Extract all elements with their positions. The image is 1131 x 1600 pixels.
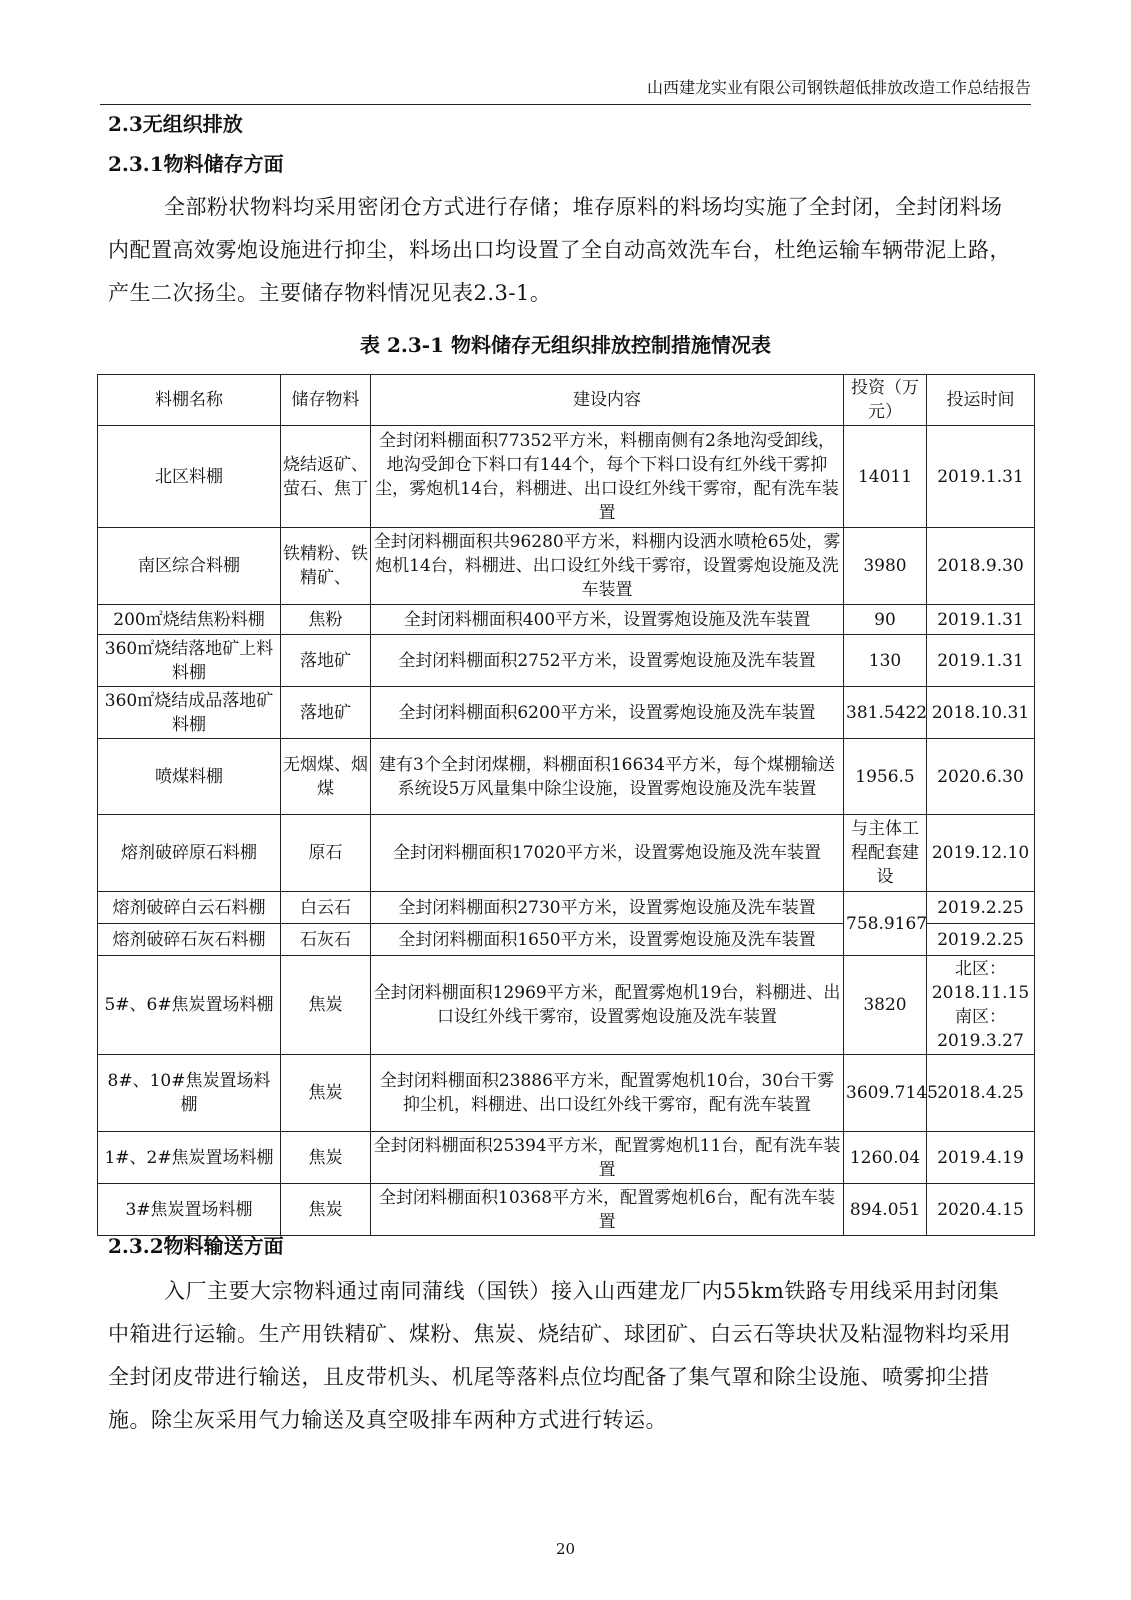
date-cell: 2018.9.30 — [927, 528, 1035, 605]
shed-name-cell: 8#、10#焦炭置场料棚 — [98, 1055, 281, 1132]
content-cell: 全封闭料棚面积12969平方米，配置雾炮机19台，料棚进、出口设红外线干雾帘，设置雾炮设施及洗车装置 — [371, 956, 844, 1055]
material-cell: 焦炭 — [281, 1055, 371, 1132]
table-row — [98, 739, 1035, 815]
shed-name-cell: 200㎡烧结焦粉料棚 — [98, 605, 281, 635]
storage-control-table — [97, 374, 1035, 1236]
investment-cell: 90 — [844, 605, 927, 635]
investment-cell: 894.051 — [844, 1184, 927, 1236]
material-cell: 焦炭 — [281, 1132, 371, 1184]
date-cell: 2019.1.31 — [927, 635, 1035, 687]
running-header: 山西建龙实业有限公司钢铁超低排放改造工作总结报告 — [646, 78, 1031, 97]
content-cell: 全封闭料棚面积共96280平方米，料棚内设洒水喷枪65处，雾炮机14台，料棚进、出口设红外线干雾帘，设置雾炮设施及洗车装置 — [371, 528, 844, 605]
investment-cell: 1260.04 — [844, 1132, 927, 1184]
shed-name-cell: 熔剂破碎石灰石料棚 — [98, 924, 281, 956]
content-cell: 建有3个全封闭煤棚，料棚面积16634平方米，每个煤棚输送系统设5万风量集中除尘设施，设置雾炮设施及洗车装置 — [371, 739, 844, 815]
date-cell: 2019.1.31 — [927, 605, 1035, 635]
table-row — [98, 815, 1035, 892]
content-cell: 全封闭料棚面积10368平方米，配置雾炮机6台，配有洗车装置 — [371, 1184, 844, 1236]
material-cell: 焦炭 — [281, 956, 371, 1055]
investment-cell: 130 — [844, 635, 927, 687]
material-cell: 焦炭 — [281, 1184, 371, 1236]
page-number: 20 — [555, 1540, 576, 1558]
investment-cell: 14011 — [844, 426, 927, 528]
shed-name-cell: 北区料棚 — [98, 426, 281, 528]
table-header-row — [98, 375, 1035, 426]
date-cell: 2019.12.10 — [927, 815, 1035, 892]
investment-cell: 381.5422 — [844, 687, 927, 739]
table-row — [98, 1055, 1035, 1132]
investment-cell: 与主体工程配套建设 — [844, 815, 927, 892]
shed-name-cell: 3#焦炭置场料棚 — [98, 1184, 281, 1236]
table-row — [98, 528, 1035, 605]
shed-name-cell: 360㎡烧结成品落地矿料棚 — [98, 687, 281, 739]
table-row — [98, 1132, 1035, 1184]
content-cell: 全封闭料棚面积6200平方米，设置雾炮设施及洗车装置 — [371, 687, 844, 739]
material-cell: 原石 — [281, 815, 371, 892]
table-caption: 表 2.3-1 物料储存无组织排放控制措施情况表 — [360, 333, 771, 357]
investment-cell: 758.9167 — [844, 892, 927, 956]
table-row — [98, 687, 1035, 739]
column-header: 储存物料 — [281, 375, 371, 426]
shed-name-cell: 360㎡烧结落地矿上料料棚 — [98, 635, 281, 687]
subsection-title-storage: 2.3.1物料储存方面 — [108, 152, 284, 176]
transport-paragraph: 入厂主要大宗物料通过南同蒲线（国铁）接入山西建龙厂内55km铁路专用线采用封闭集中箱进行运输。生产用铁精矿、煤粉、焦炭、烧结矿、球团矿、白云石等块状及粘湿物料均采用全封闭皮带进行输送，且皮带机头、机尾等落料点位均配备了集气罩和除尘设施、喷雾抑尘措施。除尘灰采用气力输送及真空吸排车两种方式进行转运。 — [108, 1279, 1011, 1432]
content-cell: 全封闭料棚面积2752平方米，设置雾炮设施及洗车装置 — [371, 635, 844, 687]
table-row — [98, 892, 1035, 924]
content-cell: 全封闭料棚面积23886平方米，配置雾炮机10台，30台干雾抑尘机，料棚进、出口设红外线干雾帘，配有洗车装置 — [371, 1055, 844, 1132]
table-row — [98, 605, 1035, 635]
material-cell: 石灰石 — [281, 924, 371, 956]
table-row — [98, 1184, 1035, 1236]
date-cell: 2019.1.31 — [927, 426, 1035, 528]
content-cell: 全封闭料棚面积25394平方米，配置雾炮机11台，配有洗车装置 — [371, 1132, 844, 1184]
material-cell: 白云石 — [281, 892, 371, 924]
content-cell: 全封闭料棚面积17020平方米，设置雾炮设施及洗车装置 — [371, 815, 844, 892]
table-row — [98, 956, 1035, 1055]
shed-name-cell: 1#、2#焦炭置场料棚 — [98, 1132, 281, 1184]
column-header: 投资（万元） — [844, 375, 927, 426]
subsection-title-transport: 2.3.2物料输送方面 — [108, 1234, 284, 1258]
investment-cell: 3609.7145 — [844, 1055, 927, 1132]
shed-name-cell: 熔剂破碎白云石料棚 — [98, 892, 281, 924]
shed-name-cell: 熔剂破碎原石料棚 — [98, 815, 281, 892]
date-cell: 2018.4.25 — [927, 1055, 1035, 1132]
section-title: 2.3无组织排放 — [108, 112, 243, 136]
date-cell: 2020.6.30 — [927, 739, 1035, 815]
material-cell: 无烟煤、烟煤 — [281, 739, 371, 815]
table-row — [98, 635, 1035, 687]
shed-name-cell: 喷煤料棚 — [98, 739, 281, 815]
shed-name-cell: 南区综合料棚 — [98, 528, 281, 605]
table-row — [98, 426, 1035, 528]
date-cell: 2019.2.25 — [927, 924, 1035, 956]
date-cell: 2018.10.31 — [927, 687, 1035, 739]
content-cell: 全封闭料棚面积2730平方米，设置雾炮设施及洗车装置 — [371, 892, 844, 924]
investment-cell: 1956.5 — [844, 739, 927, 815]
date-cell: 北区：2018.11.15南区：2019.3.27 — [927, 956, 1035, 1055]
date-cell: 2020.4.15 — [927, 1184, 1035, 1236]
column-header: 料棚名称 — [98, 375, 281, 426]
date-cell: 2019.4.19 — [927, 1132, 1035, 1184]
material-cell: 铁精粉、铁精矿、 — [281, 528, 371, 605]
header-divider — [100, 104, 1031, 105]
investment-cell: 3820 — [844, 956, 927, 1055]
investment-cell: 3980 — [844, 528, 927, 605]
column-header: 建设内容 — [371, 375, 844, 426]
content-cell: 全封闭料棚面积77352平方米，料棚南侧有2条地沟受卸线，地沟受卸仓下料口有144个，每个下料口设有红外线干雾抑尘，雾炮机14台，料棚进、出口设红外线干雾帘，配有洗车装置 — [371, 426, 844, 528]
column-header: 投运时间 — [927, 375, 1035, 426]
content-cell: 全封闭料棚面积1650平方米，设置雾炮设施及洗车装置 — [371, 924, 844, 956]
date-cell: 2019.2.25 — [927, 892, 1035, 924]
material-cell: 落地矿 — [281, 687, 371, 739]
content-cell: 全封闭料棚面积400平方米，设置雾炮设施及洗车装置 — [371, 605, 844, 635]
shed-name-cell: 5#、6#焦炭置场料棚 — [98, 956, 281, 1055]
material-cell: 落地矿 — [281, 635, 371, 687]
storage-paragraph: 全部粉状物料均采用密闭仓方式进行存储；堆存原料的料场均实施了全封闭，全封闭料场内配置高效雾炮设施进行抑尘，料场出口均设置了全自动高效洗车台，杜绝运输车辆带泥上路，产生二次扬尘。主要储存物料情况见表2.3-1。 — [108, 195, 1011, 305]
material-cell: 烧结返矿、萤石、焦丁 — [281, 426, 371, 528]
material-cell: 焦粉 — [281, 605, 371, 635]
